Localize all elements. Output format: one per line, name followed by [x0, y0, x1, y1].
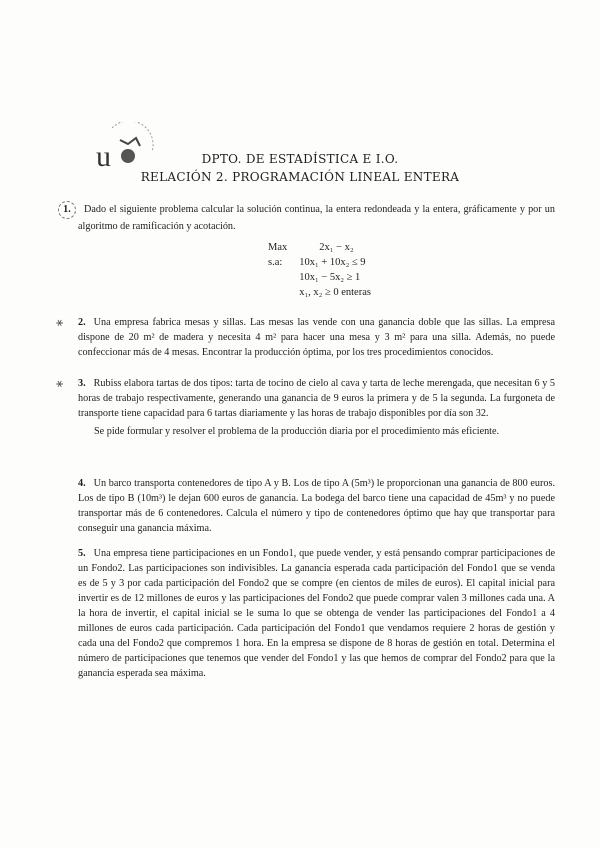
problem-3: [56, 376, 555, 439]
document-subtitle: RELACIÓN 2. PROGRAMACIÓN LINEAL ENTERA: [140, 170, 460, 184]
problem-number: 2.: [78, 317, 86, 328]
problem-extra: Se pide formular y resolver el problema de la producción diaria por el procedimiento más eficiente.: [94, 426, 500, 437]
problem-5: [78, 546, 555, 681]
problem-1: [63, 201, 555, 234]
problem-2: [56, 315, 555, 360]
star-mark-icon: ⚹: [56, 315, 64, 329]
problem-text: Una empresa tiene participaciones en un Fondo1, que puede vender, y está pensando comprar participaciones de un Fondo2. Las participaciones son indivisibles. La ganancia esperada cada participación del Fondo1 que se venda es de 5 y 3 por cada participación del Fondo2 que se compre (en cientos de miles de euros). El capital inicial para invertir es de 12 millones de euros y las participaciones del Fondo2 que puede comprar valen 3 millones cada una. A la hora de invertir, el capital inicial se le suma lo que se obtenga de vender las participaciones del Fondo1 a 4 millones de euros cada participación. Cada participación del Fondo1 que vendamos requiere 2 horas de gestión y cada una del Fondo2 que compremos 1 hora. En la empresa se dispone de 8 horas de gestión en total. Determina el número de participaciones que tenemos que vender del Fondo1 y las que hemos de comprar del Fondo2 para que la ganancia esperada sea máxima.: [78, 548, 555, 679]
objective-label: Max: [268, 242, 288, 253]
problem-text: Rubiss elabora tartas de dos tipos: tarta de tocino de cielo al cava y tarta de leche merengada, que necesitan 6 y 5 horas de trabajo respectivamente, generando una ganancia de 9 euros la primera y de 5 la segunda. La furgoneta de transporte tiene capacidad para 6 tartas diariamente y las horas de trabajo disponibles por día son 32.: [78, 378, 555, 419]
problem-number: 5.: [78, 548, 86, 559]
constraint: x₁, x₂ ≥ 0 enteras: [299, 287, 371, 298]
star-mark-icon: ⚹: [56, 376, 64, 390]
problem-text: Una empresa fabrica mesas y sillas. Las mesas las vende con una ganancia doble que las sillas. La empresa dispone de 20 m² de madera y necesita 4 m² para hacer una mesa y 3 m² para una silla. Además, no puede confeccionar más de 4 mesas. Encontrar la producción óptima, por los tres procedimientos conocidos.: [78, 317, 555, 358]
objective: 2x₁ − x₂: [319, 242, 354, 253]
problem-number: 4.: [78, 478, 86, 489]
st-label: s.a:: [268, 257, 283, 268]
problem-text: Dado el siguiente problema calcular la solución continua, la entera redondeada y la entera, gráficamente y por un algoritmo de ramificación y acotación.: [78, 204, 555, 232]
problem-number: 3.: [78, 378, 86, 389]
lp-model: [262, 240, 377, 300]
problem-text: Un barco transporta contenedores de tipo A y B. Los de tipo A (5m³) le proporcionan una ganancia de 800 euros. Los de tipo B (10m³) le dejan 600 euros de ganancia. La bodega del barco tiene una capacidad de 45m³ y no puede transportar más de 6 contenedores. Calcula el número y tipo de contenedores óptimo que hay que transportar para conseguir una ganancia máxima.: [78, 478, 555, 534]
problem-4: [78, 476, 555, 536]
constraint: 10x₁ + 10x₂ ≤ 9: [299, 257, 366, 268]
problem-number: 1.: [58, 201, 76, 219]
department-title: DPTO. DE ESTADÍSTICA E I.O.: [201, 152, 399, 166]
constraint: 10x₁ − 5x₂ ≥ 1: [299, 272, 361, 283]
svg-text:u: u: [96, 140, 111, 172]
